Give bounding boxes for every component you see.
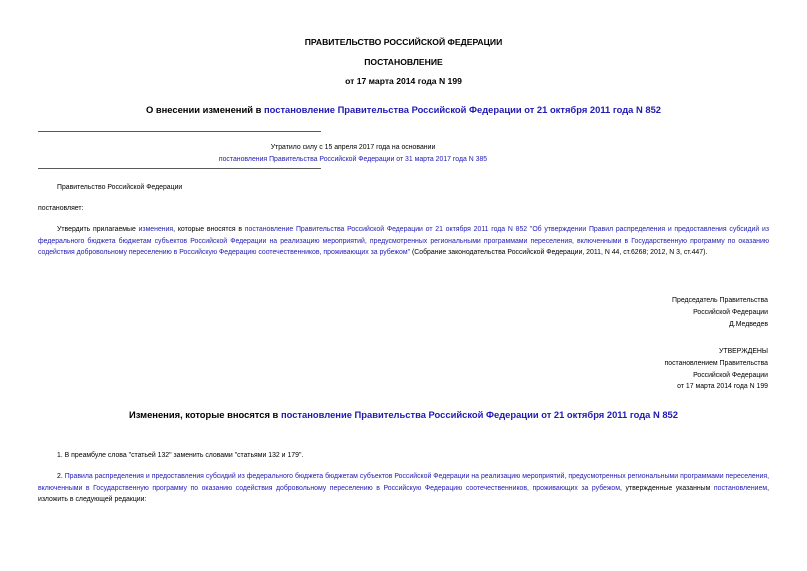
decree-852-link[interactable]: постановление Правительства Российской Федерации от 21 октября 2011 года N 852 "Об утверждении Правил распределения и предоставления субсидий из федерального бюджета бюджетам субъектов Российской Федерации на реализацию мероприятий, предусмотренных региональными программами переселения, включенными в Государственную программу по оказанию содействия добровольному переселению в Российскую Федерацию соотечественников, проживающих за рубежом" bbox=[38, 226, 769, 257]
main-paragraph-text-3: (Собрание законодательства Российской Федерации, 2011, N 44, ст.6268; 2012, N 3, ст.447). bbox=[410, 249, 708, 257]
amended-decree-link[interactable]: постановление Правительства Российской Федерации от 21 октября 2011 года N 852 bbox=[263, 104, 662, 115]
notice-bottom-divider bbox=[38, 168, 321, 169]
document-type: ПОСТАНОВЛЕНИЕ bbox=[364, 57, 443, 67]
repeal-notice-text: Утратило силу с 15 апреля 2017 года на основании bbox=[270, 144, 436, 151]
government-header: ПРАВИТЕЛЬСТВО РОССИЙСКОЙ ФЕДЕРАЦИИ bbox=[304, 37, 503, 47]
approval-line4: от 17 марта 2014 года N 199 bbox=[677, 383, 768, 391]
signature-position-line1: Председатель Правительства bbox=[672, 297, 768, 304]
change-item-2-text-3: , изложить в следующей редакции: bbox=[38, 484, 769, 504]
change-item-2-number: 2. bbox=[57, 473, 65, 480]
changes-title bbox=[0, 409, 807, 420]
changes-title-prefix: Изменения, которые вносятся в bbox=[128, 409, 281, 420]
document-title bbox=[0, 104, 807, 115]
main-paragraph-text-2: , которые вносятся в bbox=[173, 226, 245, 233]
approval-block bbox=[500, 346, 768, 393]
change-item-1 bbox=[38, 450, 769, 462]
approval-line2: постановлением Правительства bbox=[664, 359, 768, 367]
main-paragraph-text-1: Утвердить прилагаемые bbox=[57, 226, 139, 233]
changes-title-decree-link[interactable]: постановление Правительства Российской Федерации от 21 октября 2011 года N 852 bbox=[280, 409, 678, 420]
signature-position-line2: Российской Федерации bbox=[693, 308, 768, 316]
government-line bbox=[38, 182, 769, 194]
approval-heading: УТВЕРЖДЕНЫ bbox=[719, 348, 768, 355]
repeal-notice bbox=[38, 142, 668, 166]
notice-top-divider bbox=[38, 131, 321, 132]
change-item-2 bbox=[38, 471, 769, 506]
main-paragraph bbox=[38, 224, 769, 259]
government-line-text: Правительство Российской Федерации bbox=[57, 184, 183, 191]
resolution-link[interactable]: постановлением bbox=[713, 484, 768, 492]
approval-line3: Российской Федерации bbox=[693, 371, 768, 379]
change-item-2-text-2: , утвержденные указанным bbox=[620, 484, 714, 492]
signature-name: Д.Медведев bbox=[729, 320, 768, 328]
change-item-1-text: 1. В преамбуле слова "статьей 132" заменить словами "статьями 132 и 179". bbox=[57, 452, 304, 459]
repeal-decree-link[interactable]: постановления Правительства Российской Федерации от 31 марта 2017 года N 385 bbox=[218, 156, 488, 163]
document-date-number: от 17 марта 2014 года N 199 bbox=[345, 76, 462, 86]
decides-line: постановляет: bbox=[38, 205, 84, 212]
signature-block bbox=[500, 295, 768, 330]
document-title-prefix: О внесении изменений в bbox=[145, 104, 264, 115]
rules-link[interactable]: Правила распределения и предоставления субсидий из федерального бюджета бюджетам субъектов Российской Федерации на реализацию мероприятий, предусмотренных региональными программами переселения, включенными в Государственную программу по оказанию содействия добровольному переселению в Российскую Федерацию соотечественников, проживающих за рубежом bbox=[38, 473, 769, 492]
changes-link[interactable]: изменения bbox=[138, 226, 174, 233]
